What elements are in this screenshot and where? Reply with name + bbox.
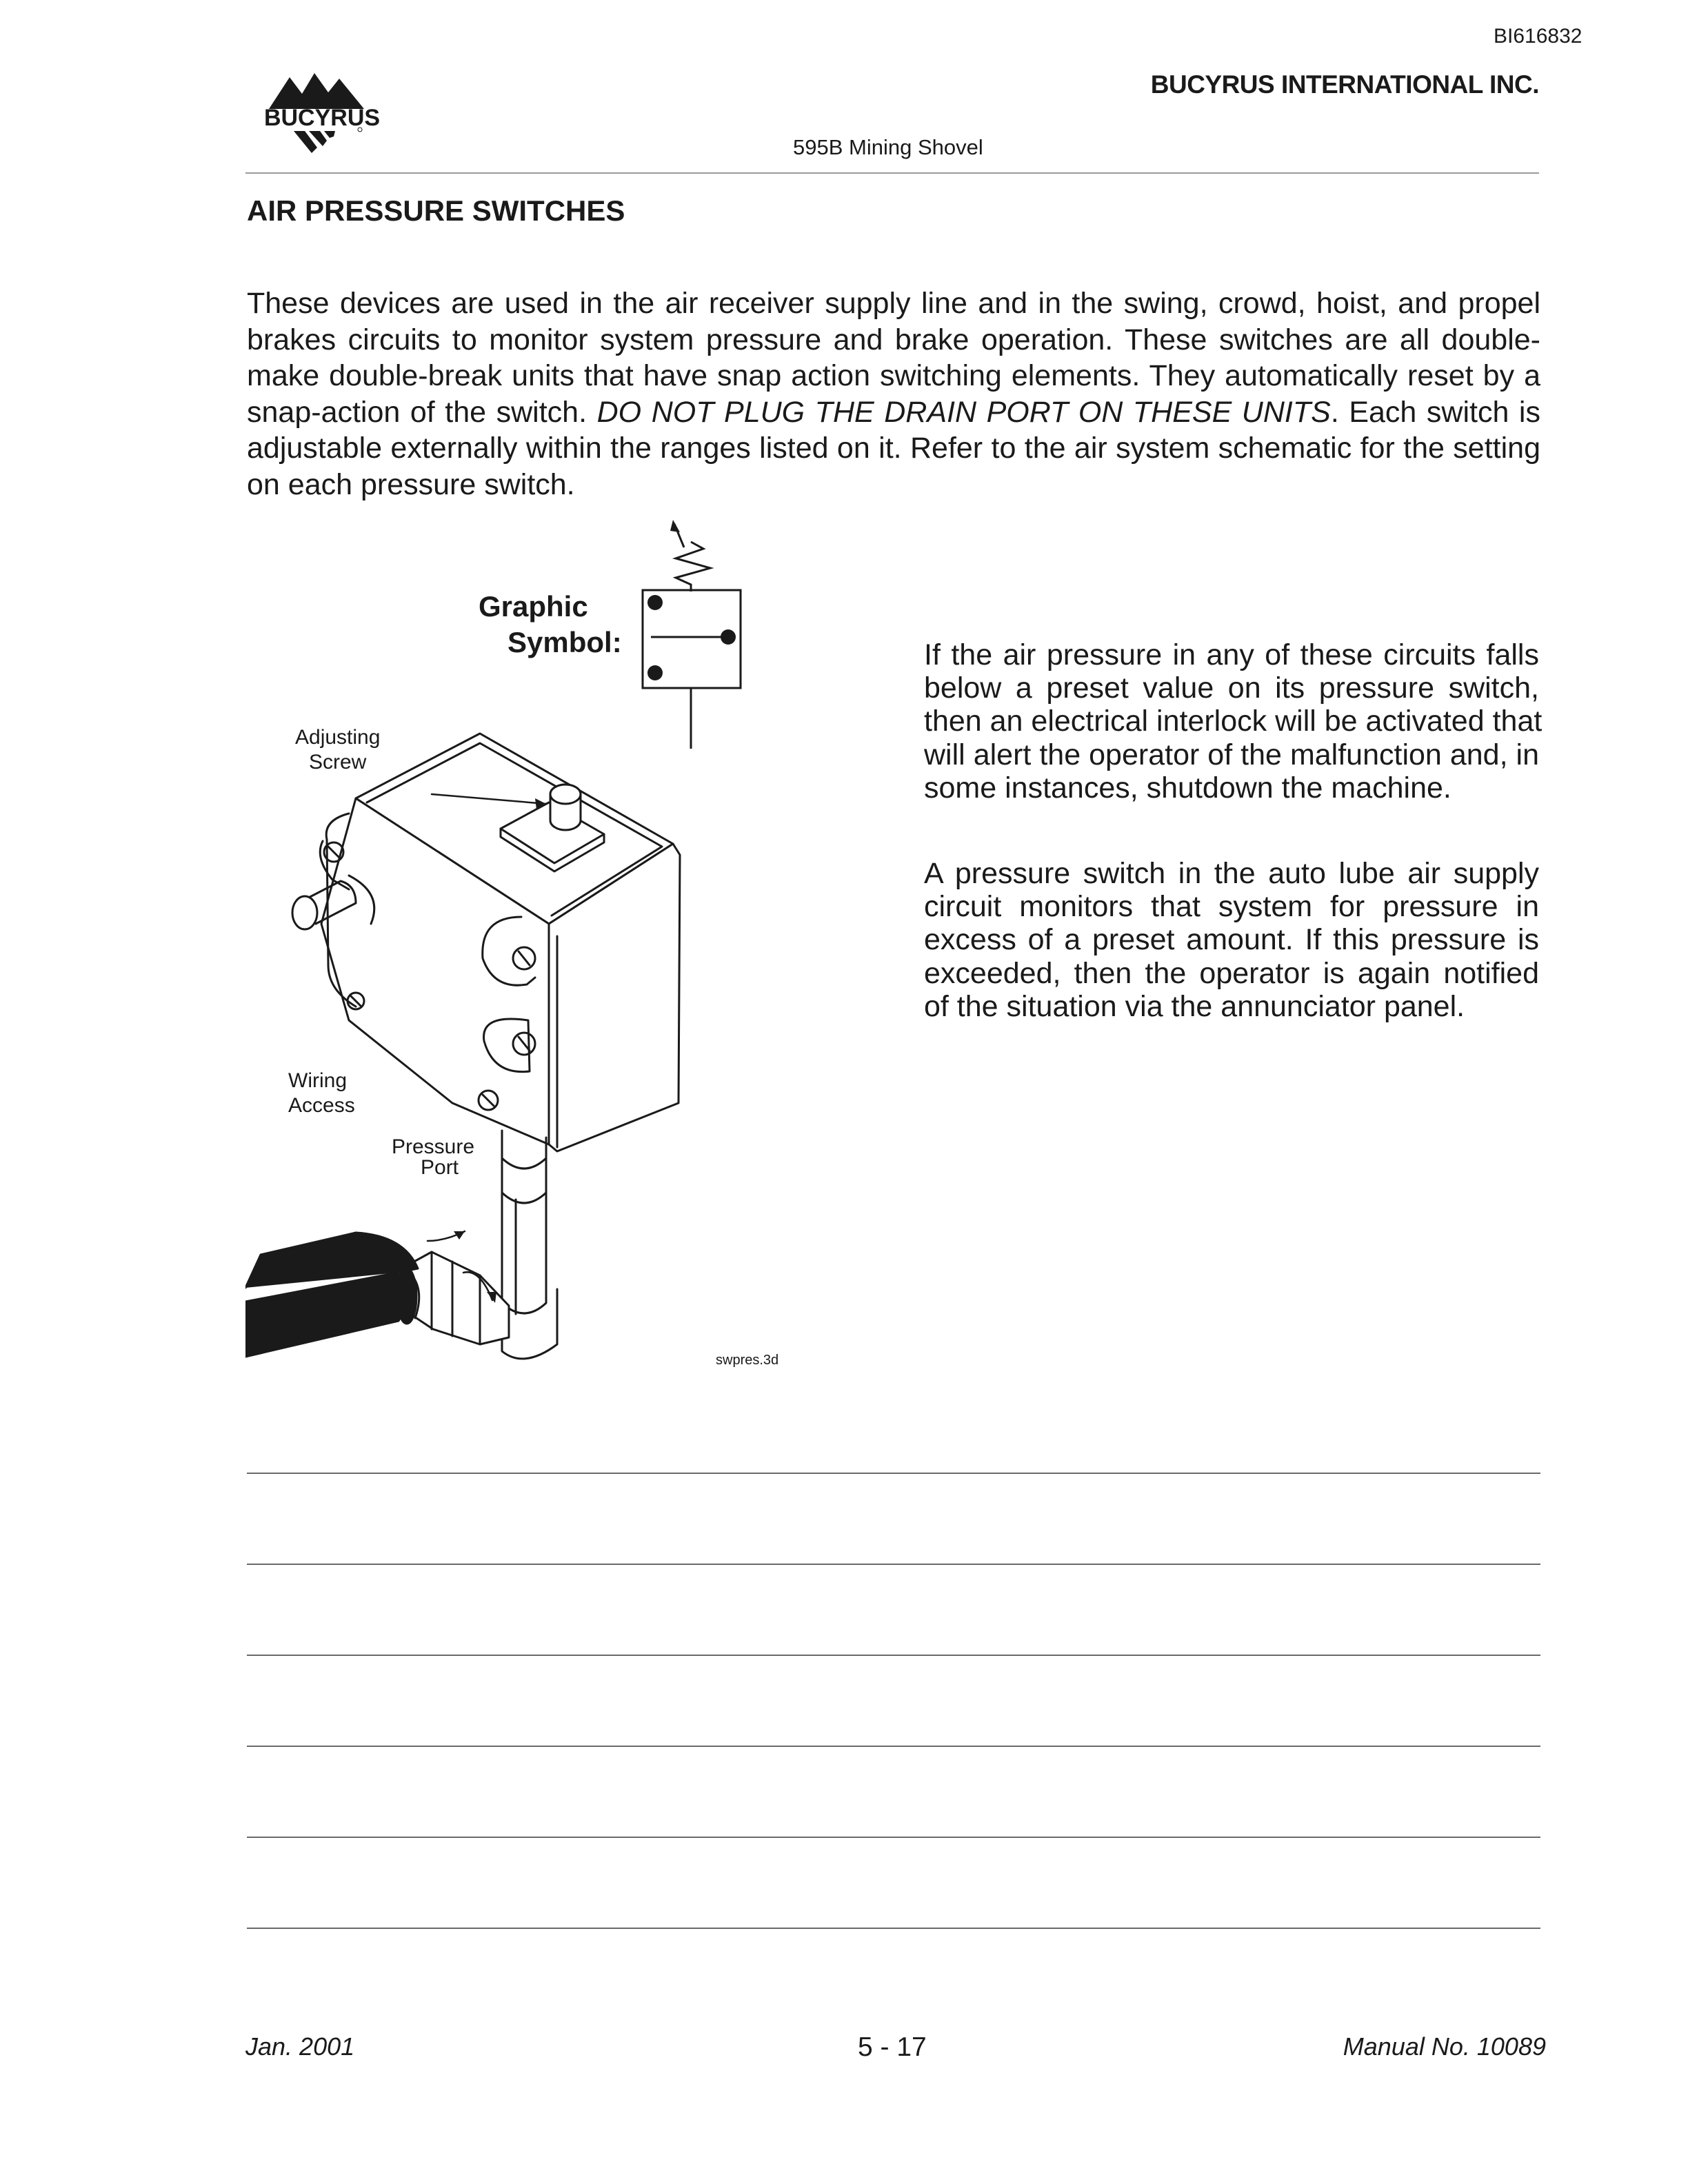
model-name: 595B Mining Shovel (793, 135, 983, 159)
paragraph-line: will alert the operator of the malfunction and, in (924, 738, 1539, 771)
figure-file-reference: swpres.3d (716, 1353, 779, 1368)
document-id: BI616832 (1494, 25, 1582, 48)
note-line (247, 1655, 1540, 1656)
manual-number: Manual No. 10089 (1343, 2032, 1546, 2061)
intro-line: make double-break units that have snap action switching elements. They automatically reset by a (247, 359, 1540, 393)
note-line (247, 1837, 1540, 1838)
interlock-paragraph (924, 638, 1543, 805)
paragraph-line: of the situation via the annunciator panel. (924, 989, 1465, 1023)
paragraph-line: then an electrical interlock will be activated that (924, 705, 1543, 738)
paragraph-line: below a preset value on its pressure switch, (924, 671, 1539, 705)
paragraph-line: some instances, shutdown the machine. (924, 771, 1451, 805)
intro-text: snap-action of the switch. (247, 395, 597, 429)
intro-line-warning (247, 394, 1540, 431)
paragraph-line: circuit monitors that system for pressure in (924, 890, 1539, 924)
header-divider (245, 172, 1539, 174)
drain-port-warning: DO NOT PLUG THE DRAIN PORT ON THESE UNITS (596, 395, 1331, 429)
note-line (247, 1564, 1540, 1565)
callout-pressure: Pressure (392, 1135, 475, 1158)
logo-text: BUCYRUS (263, 105, 381, 131)
callout-screw: Screw (309, 751, 367, 774)
paragraph-line: exceeded, then the operator is again notified (924, 956, 1539, 990)
note-line (247, 1928, 1540, 1929)
callout-wiring: Wiring (288, 1069, 348, 1092)
intro-line: brakes circuits to monitor system pressure and brake operation. These switches are all double- (247, 323, 1540, 356)
callout-access: Access (288, 1094, 355, 1117)
callout-port: Port (421, 1156, 459, 1179)
footer-date: Jan. 2001 (245, 2032, 355, 2061)
note-line (247, 1746, 1540, 1747)
pressure-switch-illustration (245, 717, 728, 1365)
company-name: BUCYRUS INTERNATIONAL INC. (1150, 70, 1539, 99)
paragraph-line: A pressure switch in the auto lube air supply (924, 857, 1539, 890)
section-title: AIR PRESSURE SWITCHES (247, 194, 625, 227)
intro-paragraph (247, 285, 1540, 503)
paragraph-line: If the air pressure in any of these circuits falls (924, 638, 1539, 671)
note-line (247, 1473, 1540, 1474)
graphic-symbol-label-1: Graphic (479, 590, 588, 623)
paragraph-line: excess of a preset amount. If this pressure is (924, 923, 1539, 957)
intro-text: . Each switch is (1330, 395, 1540, 429)
auto-lube-paragraph (924, 857, 1539, 1023)
page-number: 5 - 17 (858, 2032, 927, 2062)
intro-line: on each pressure switch. (247, 467, 575, 501)
intro-line: These devices are used in the air receiver supply line and in the swing, crowd, hoist, and propel (247, 287, 1540, 320)
intro-line: adjustable externally within the ranges listed on it. Refer to the air system schematic for the setting (247, 432, 1540, 465)
graphic-symbol-label-2: Symbol: (508, 626, 622, 658)
callout-adjusting: Adjusting (295, 726, 381, 749)
bucyrus-logo (243, 66, 401, 157)
